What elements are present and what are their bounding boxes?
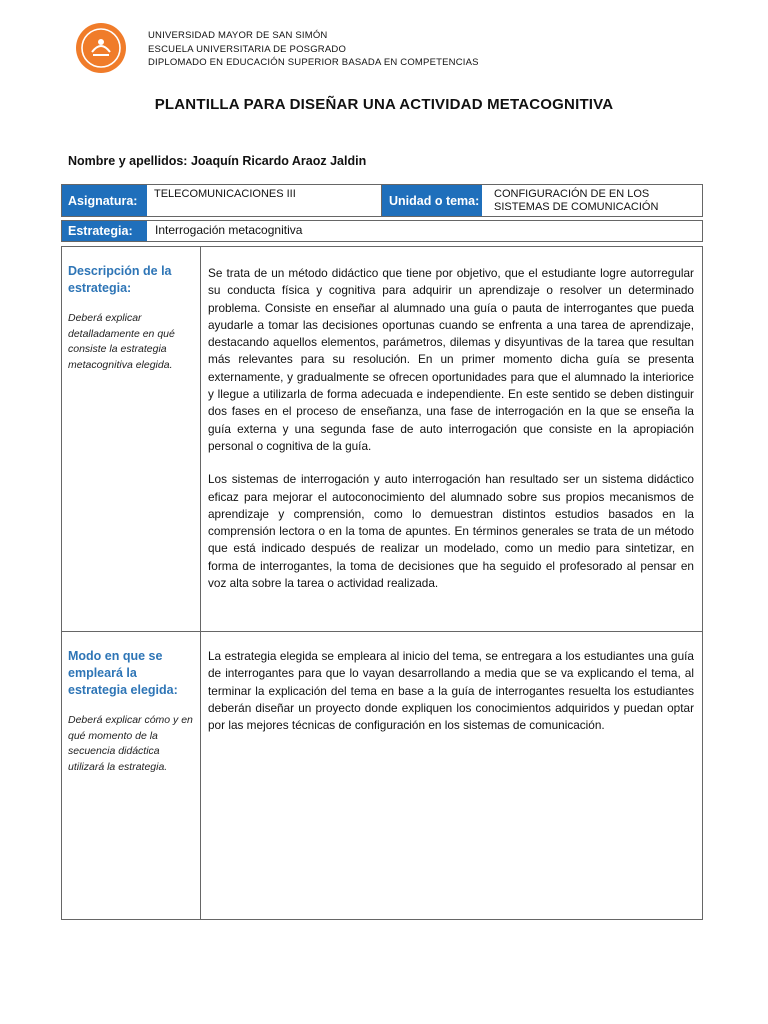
strategy-label [62,221,147,241]
subject-label [62,185,147,216]
institution-header [148,29,479,70]
strategy-value: Interrogación metacognitiva [155,223,303,237]
paragraph: Se trata de un método didáctico que tiene por objetivo, que el estudiante logre autorregular su conducta física y cognitiva para adquirir un aprendizaje o resolver un determinado problema. Consiste en enseñar al alumnado una guía o pauta de interrogantes que pueda ayudarle a tomar las decisiones oportunas cuando se enfrenta a una tarea de aprendizaje, destacando aquellos elementos, parámetros, dilemas y disyuntivas de la tarea que resultan más relevantes para su resolución. En un primer momento dicha guía se presenta externamente, y gradualmente se ofrecen oportunidades para que el alumnado la interiorice y llegue a utilizarla de forma adecuada e independiente. En este sentido se deben distinguir dos fases en el proceso de enseñanza, una fase de interrogación en la que se enseña la guía externa y una segunda fase de auto interrogación que consiste en la apropiación personal o cognitiva de la guía. [208,266,694,453]
usage-sidebar [68,648,193,775]
paragraph: La estrategia elegida se empleara al inicio del tema, se entregara a los estudiantes una guía de interrogantes para que lo vayan desarrollando a media que se va explicando el tema, al terminar la explicación del tema en base a la guía de interrogantes resuelta los estudiantes deberán diseñar un proyecto donde expliquen los conocimientos adquiridos y puedan optar por las mejores técnicas de configuración en los sistemas de comunicación. [208,649,694,733]
name-line: Nombre y apellidos: Joaquín Ricardo Araoz Jaldin [68,154,367,168]
unit-label-text: Unidad o tema: [389,194,480,208]
institution-line: ESCUELA UNIVERSITARIA DE POSGRADO [148,43,347,55]
description-note: Deberá explicar detalladamente en qué consiste la estrategia metacognitiva elegida. [68,312,175,371]
subject-label-text: Asignatura: [68,194,138,208]
strategy-label-text: Estrategia: [68,224,133,238]
institution-line: UNIVERSIDAD MAYOR DE SAN SIMÓN [148,30,328,41]
description-sidebar [68,263,193,373]
subject-value: TELECOMUNICACIONES III [154,188,296,200]
paragraph: Los sistemas de interrogación y auto interrogación han resultado ser un sistema didáctico eficaz para mejorar el autoconocimiento del alumnado sobre sus propios mecanismos de aprendizaje y comprensión, como lo demuestran distintos estudios basados en la comprensión lectora o en la toma de apuntes. En términos generales se trata de un método que está indicado después de realizar un modelado, como un medio para sintetizar, en forma de interrogantes, la toma de decisiones que ha seguido el profesorado al pensar en voz alta sobre la tarea o actividad realizada. [208,472,694,591]
description-body [208,265,694,608]
university-seal-icon [75,22,127,74]
unit-value: CONFIGURACIÓN DE EN LOS SISTEMAS DE COMUNICACIÓN [494,188,659,213]
usage-body [208,648,694,750]
usage-title: Modo en que se empleará la estrategia elegida: [68,649,178,697]
institution-line: DIPLOMADO EN EDUCACIÓN SUPERIOR BASADA EN COMPETENCIAS [148,57,479,68]
description-title: Descripción de la estrategia: [68,264,172,295]
usage-note: Deberá explicar cómo y en qué momento de la secuencia didáctica utilizará la estrategia. [68,714,193,773]
document-title: PLANTILLA PARA DISEÑAR UNA ACTIVIDAD METACOGNITIVA [154,96,614,113]
unit-label [382,185,482,216]
